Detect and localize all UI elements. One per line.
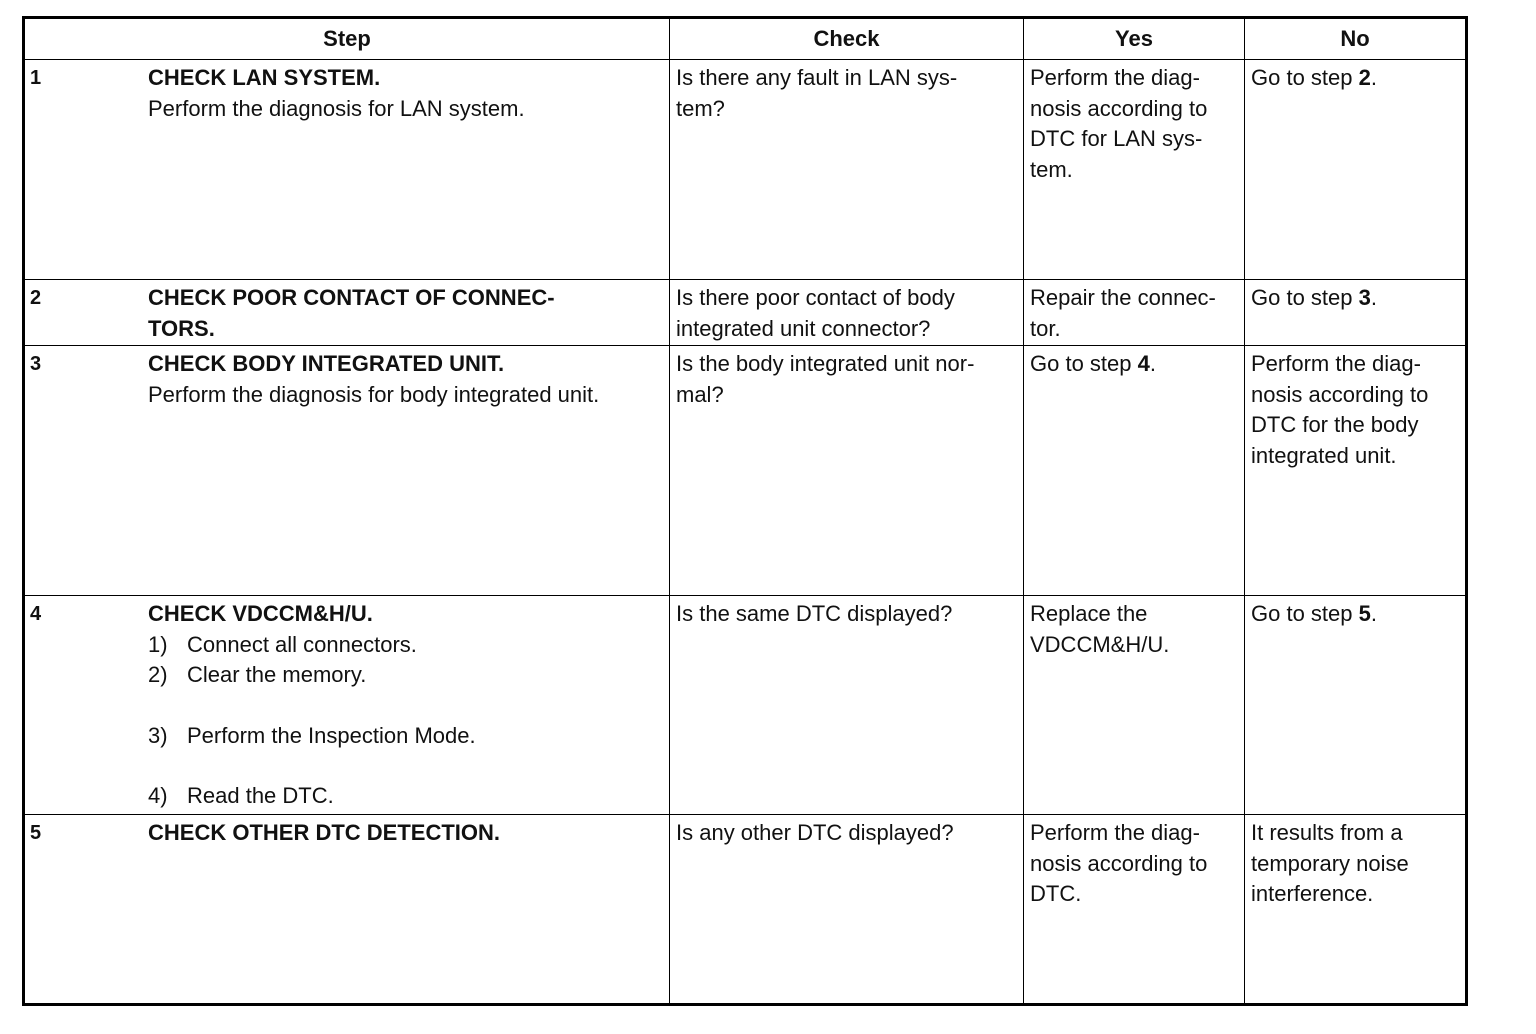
no-text: It results from a temporary noise interference. bbox=[1251, 820, 1409, 906]
header-no: No bbox=[1245, 18, 1467, 60]
step-title: CHECK POOR CONTACT OF CONNEC- TORS. bbox=[148, 285, 555, 341]
header-yes: Yes bbox=[1024, 18, 1245, 60]
step-title: CHECK VDCCM&H/U. bbox=[148, 601, 373, 626]
substep-text: Perform the Inspection Mode. bbox=[187, 722, 476, 748]
goto-step-ref: 5 bbox=[1358, 601, 1371, 626]
yes-cell bbox=[1024, 346, 1245, 596]
step-cell bbox=[24, 596, 670, 815]
diagnostic-procedure-table bbox=[22, 16, 1468, 1006]
yes-text bbox=[1024, 346, 1244, 380]
no-text: Perform the diag- nosis according to DTC for the body integrated unit. bbox=[1251, 351, 1429, 468]
yes-text-suffix: . bbox=[1149, 351, 1156, 376]
yes-text: Perform the diag- nosis according to DTC. bbox=[1030, 820, 1208, 906]
check-text: Is the same DTC displayed? bbox=[676, 601, 953, 626]
check-text: Is there any fault in LAN sys- tem? bbox=[676, 65, 958, 121]
substep-item bbox=[148, 660, 669, 691]
step-number: 1 bbox=[30, 67, 42, 89]
substep-text: Connect all connectors. bbox=[187, 631, 417, 657]
yes-text: Repair the connec- tor. bbox=[1030, 285, 1216, 341]
check-cell bbox=[670, 346, 1024, 596]
step-cell bbox=[24, 280, 670, 346]
table-row bbox=[24, 596, 1467, 815]
substep-index: 4) bbox=[148, 783, 168, 808]
step-title: CHECK OTHER DTC DETECTION. bbox=[148, 820, 500, 845]
yes-text: Replace the VDCCM&H/U. bbox=[1030, 601, 1170, 657]
header-check: Check bbox=[670, 18, 1024, 60]
step-cell bbox=[24, 60, 670, 280]
table-row bbox=[24, 346, 1467, 596]
substep-text: Read the DTC. bbox=[187, 783, 334, 808]
goto-step-ref: 4 bbox=[1137, 351, 1150, 376]
yes-text-prefix: Go to step bbox=[1030, 351, 1138, 376]
step-number: 4 bbox=[30, 603, 42, 625]
no-cell bbox=[1245, 346, 1467, 596]
step-number: 5 bbox=[30, 822, 42, 844]
substep-index: 2) bbox=[148, 662, 168, 687]
step-description: Perform the diagnosis for LAN system. bbox=[148, 95, 525, 121]
no-text bbox=[1245, 280, 1465, 314]
check-text: Is any other DTC displayed? bbox=[676, 820, 954, 845]
step-cell bbox=[24, 346, 670, 596]
header-row bbox=[24, 18, 1467, 60]
substep-index: 3) bbox=[148, 722, 168, 748]
step-number: 3 bbox=[30, 353, 42, 375]
step-title: CHECK BODY INTEGRATED UNIT. bbox=[148, 351, 505, 376]
no-cell bbox=[1245, 596, 1467, 815]
header-step: Step bbox=[24, 18, 670, 60]
step-cell bbox=[24, 815, 670, 1005]
check-cell bbox=[670, 815, 1024, 1005]
no-text bbox=[1245, 60, 1465, 94]
substep-index: 1) bbox=[148, 631, 168, 657]
yes-cell bbox=[1024, 815, 1245, 1005]
step-number: 2 bbox=[30, 287, 42, 309]
check-cell bbox=[670, 60, 1024, 280]
substep-item bbox=[148, 781, 669, 812]
no-cell bbox=[1245, 815, 1467, 1005]
check-text: Is the body integrated unit nor- mal? bbox=[676, 351, 975, 407]
yes-cell bbox=[1024, 60, 1245, 280]
no-text-suffix: . bbox=[1370, 601, 1377, 626]
substep-text: Clear the memory. bbox=[187, 662, 367, 687]
goto-step-ref: 3 bbox=[1358, 285, 1371, 310]
step-description: Perform the diagnosis for body integrated unit. bbox=[148, 381, 600, 407]
no-text-prefix: Go to step bbox=[1251, 601, 1359, 626]
yes-cell bbox=[1024, 280, 1245, 346]
step-title: CHECK LAN SYSTEM. bbox=[148, 65, 381, 90]
no-text-prefix: Go to step bbox=[1251, 285, 1359, 310]
check-text: Is there poor contact of body integrated unit connector? bbox=[676, 285, 955, 341]
substep-item bbox=[148, 721, 669, 752]
no-text-prefix: Go to step bbox=[1251, 65, 1359, 90]
no-cell bbox=[1245, 280, 1467, 346]
no-cell bbox=[1245, 60, 1467, 280]
check-cell bbox=[670, 596, 1024, 815]
substep-item bbox=[148, 630, 669, 661]
table-row bbox=[24, 60, 1467, 280]
table-row bbox=[24, 815, 1467, 1005]
table-row bbox=[24, 280, 1467, 346]
no-text-suffix: . bbox=[1370, 285, 1377, 310]
goto-step-ref: 2 bbox=[1358, 65, 1371, 90]
no-text bbox=[1245, 596, 1465, 630]
yes-text: Perform the diag- nosis according to DTC for LAN sys- tem. bbox=[1030, 65, 1208, 182]
yes-cell bbox=[1024, 596, 1245, 815]
check-cell bbox=[670, 280, 1024, 346]
no-text-suffix: . bbox=[1370, 65, 1377, 90]
